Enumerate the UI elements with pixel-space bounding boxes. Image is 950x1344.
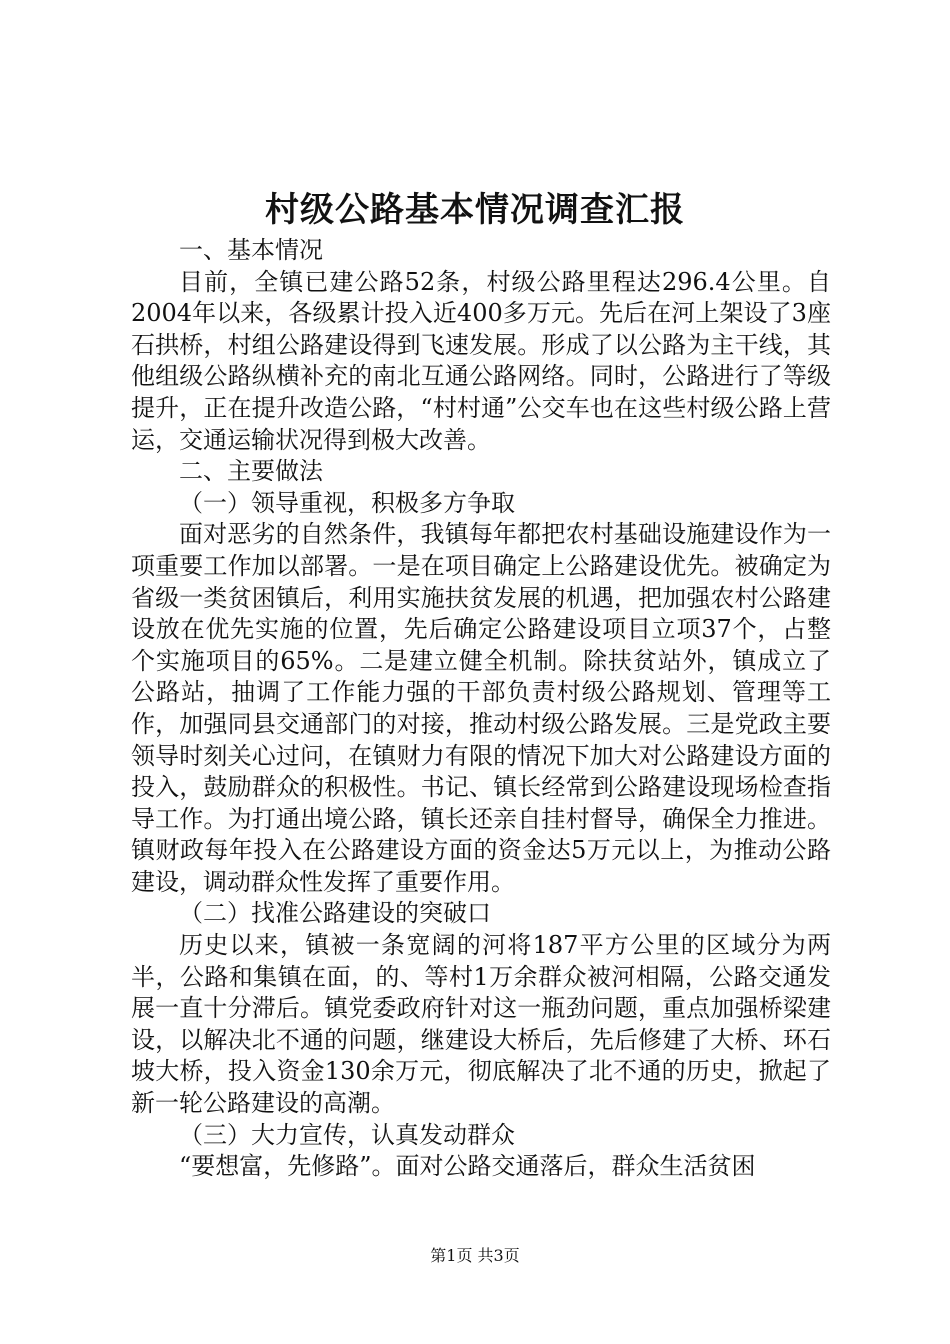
subheading-leadership: （一）领导重视，积极多方争取 <box>179 488 515 517</box>
paragraph-basic-situation: 目前，全镇已建公路52条，村级公路里程达296.4公里。自2004年以来，各级累计投入近400多万元。先后在河上架设了3座石拱桥，村组公路建设得到飞速发展。形成了以公路为主干线，其他组级公路纵横补充的南北互通公路网络。同时，公路进行了等级提升，正在提升改造公路，“村村通”公交车也在这些村级公路上营运，交通运输状况得到极大改善。 <box>131 267 831 454</box>
subheading-breakthrough: （二）找准公路建设的突破口 <box>179 899 491 928</box>
subheading-publicity: （三）大力宣传，认真发动群众 <box>179 1120 515 1149</box>
paragraph-leadership: 面对恶劣的自然条件，我镇每年都把农村基础设施建设作为一项重要工作加以部署。一是在项目确定上公路建设优先。被确定为省级一类贫困镇后，利用实施扶贫发展的机遇，把加强农村公路建设放在优先实施的位置，先后确定公路建设项目立项37个，占整个实施项目的65%。二是建立健全机制。除扶贫站外，镇成立了公路站，抽调了工作能力强的干部负责村级公路规划、管理等工作，加强同县交通部门的对接，推动村级公路发展。三是党政主要领导时刻关心过问，在镇财力有限的情况下加大对公路建设方面的投入，鼓励群众的积极性。书记、镇长经常到公路建设现场检查指导工作。为打通出境公路，镇长还亲自挂村督导，确保全力推进。镇财政每年投入在公路建设方面的资金达5万元以上，为推动公路建设，调动群众性发挥了重要作用。 <box>131 520 831 896</box>
section-heading-practices: 二、主要做法 <box>179 457 323 486</box>
section-heading-basic: 一、基本情况 <box>179 236 323 264</box>
document-body <box>131 235 831 1183</box>
document-title: 村级公路基本情况调查汇报 <box>265 190 685 230</box>
paragraph-publicity: “要想富，先修路”。面对公路交通落后，群众生活贫困 <box>179 1152 756 1181</box>
page-footer: 第1页 共3页 <box>430 1246 520 1265</box>
paragraph-breakthrough: 历史以来，镇被一条宽阔的河将187平方公里的区域分为两半，公路和集镇在面，的、等村1万余群众被河相隔，公路交通发展一直十分滞后。镇党委政府针对这一瓶劲问题，重点加强桥梁建设，以解决北不通的问题，继建设大桥后，先后修建了大桥、环石坡大桥，投入资金130余万元，彻底解决了北不通的历史，掀起了新一轮公路建设的高潮。 <box>131 931 831 1118</box>
